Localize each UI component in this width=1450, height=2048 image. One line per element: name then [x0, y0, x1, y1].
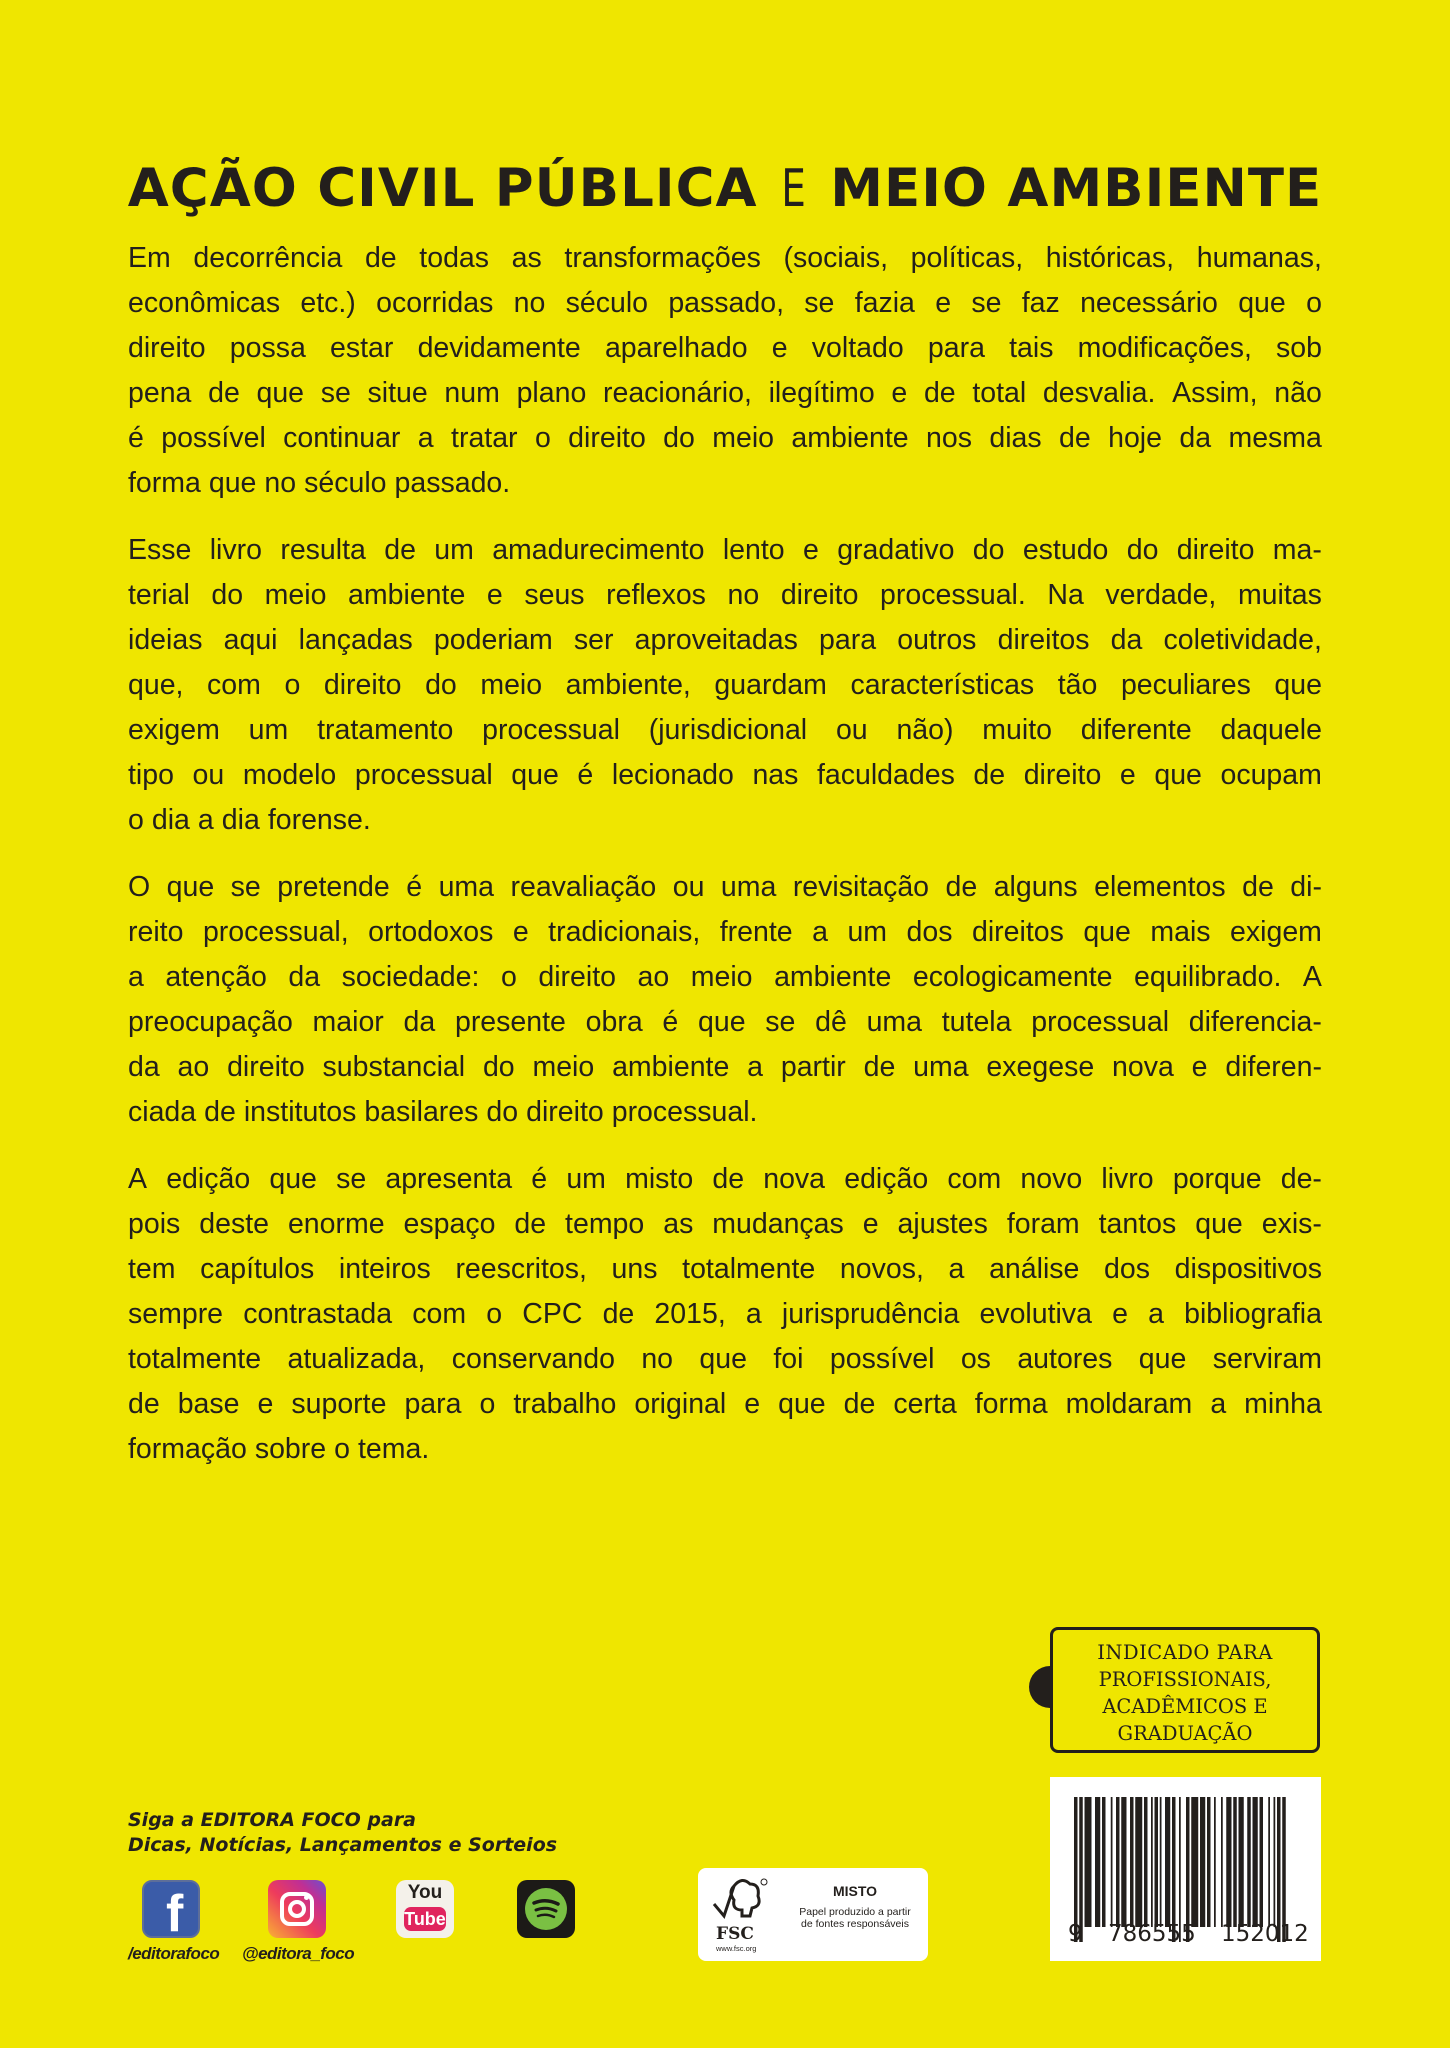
youtube-icon[interactable]	[396, 1880, 454, 1938]
facebook-icon[interactable]: f	[142, 1880, 200, 1938]
barcode-bar	[1121, 1797, 1126, 1927]
paragraph-line: tem capítulos inteiros reescritos, uns totalmente novos, a análise dos dispositivos	[128, 1253, 1322, 1285]
barcode-bar	[1085, 1797, 1092, 1927]
barcode-bar	[1253, 1797, 1258, 1927]
book-title	[0, 158, 1450, 219]
fsc-label: MISTO	[832, 1883, 878, 1899]
follow-publisher	[128, 1808, 557, 1858]
isbn-barcode	[1050, 1777, 1321, 1961]
fsc-url: www.fsc.org	[716, 1944, 757, 1953]
title-part-2: MEIO AMBIENTE	[830, 157, 1323, 219]
barcode-bar	[1214, 1797, 1216, 1927]
barcode-bar	[1239, 1797, 1244, 1927]
social-facebook[interactable]	[128, 1880, 220, 1964]
youtube-label-bottom: Tube	[404, 1909, 446, 1929]
paragraph-line: Esse livro resulta de um amadurecimento lento e gradativo do estudo do direito ma-	[128, 534, 1322, 566]
paragraph	[128, 236, 1322, 506]
badge-line: ACADÊMICOS E	[1102, 1695, 1268, 1718]
paragraph-line: de base e suporte para o trabalho original e que de certa forma moldaram a minha	[128, 1388, 1322, 1420]
barcode-bar	[1260, 1797, 1264, 1927]
paragraph	[128, 865, 1322, 1135]
follow-line-1: Siga a EDITORA FOCO para	[128, 1809, 417, 1831]
spotify-icon[interactable]	[517, 1880, 575, 1938]
badge-line: INDICADO PARA	[1097, 1641, 1273, 1664]
follow-line-2: Dicas, Notícias, Lançamentos e Sorteios	[128, 1834, 558, 1856]
barcode-group-2: 152012	[1221, 1921, 1309, 1947]
synopsis	[128, 236, 1322, 1494]
barcode-bar	[1165, 1797, 1170, 1927]
barcode-bar	[1268, 1797, 1270, 1927]
facebook-handle[interactable]: /editorafoco	[128, 1944, 220, 1963]
paragraph-line: o dia a dia forense.	[128, 804, 371, 836]
paragraph-line: formação sobre o tema.	[128, 1433, 430, 1465]
paragraph-line: A edição que se apresenta é um misto de nova edição com novo livro porque de-	[128, 1163, 1322, 1195]
youtube-label-top: You	[407, 1882, 443, 1903]
fsc-brand: FSC	[716, 1924, 754, 1944]
fsc-description-line-2: de fontes responsáveis	[801, 1918, 909, 1930]
paragraph-line: exigem um tratamento processual (jurisdicional ou não) muito diferente daquele	[128, 714, 1322, 746]
barcode-bar	[1130, 1797, 1134, 1927]
paragraph-line: pois deste enorme espaço de tempo as mudanças e ajustes foram tantos que exis-	[128, 1208, 1322, 1240]
social-instagram[interactable]	[242, 1880, 355, 1964]
social-spotify[interactable]	[517, 1880, 575, 1938]
fsc-tree-icon	[712, 1876, 772, 1926]
instagram-handle[interactable]: @editora_foco	[242, 1944, 355, 1963]
barcode-group-1: 786555	[1108, 1921, 1196, 1947]
paragraph-line: ideias aqui lançadas poderiam ser aproveitadas para outros direitos da coletividade,	[128, 624, 1322, 656]
instagram-icon[interactable]	[268, 1880, 326, 1938]
paragraph-line: Em decorrência de todas as transformações (sociais, políticas, históricas, humanas,	[128, 242, 1322, 274]
paragraph-line: totalmente atualizada, conservando no que foi possível os autores que serviram	[128, 1343, 1322, 1375]
paragraph-line: da ao direito substancial do meio ambiente a partir de uma exegese nova e diferen-	[128, 1051, 1322, 1083]
fsc-description	[788, 1906, 922, 1930]
barcode-bar	[1221, 1797, 1223, 1927]
paragraph-line: O que se pretende é uma reavaliação ou uma revisitação de alguns elementos de di-	[128, 871, 1322, 903]
barcode-bar	[1102, 1797, 1106, 1927]
paragraph-line: ciada de institutos basilares do direito processual.	[128, 1096, 758, 1128]
barcode-bar	[1247, 1797, 1251, 1927]
barcode-prefix: 9	[1068, 1921, 1083, 1947]
fsc-seal	[698, 1868, 928, 1961]
badge-line: PROFISSIONAIS,	[1098, 1668, 1272, 1691]
paragraph-line: preocupação maior da presente obra é que se dê uma tutela processual diferencia-	[128, 1006, 1322, 1038]
barcode-bar	[1160, 1797, 1162, 1927]
barcode-bar	[1207, 1797, 1211, 1927]
barcode-bar	[1095, 1797, 1100, 1927]
barcode-bar	[1274, 1797, 1276, 1927]
barcode-bar	[1144, 1797, 1148, 1927]
title-connector: E	[781, 158, 807, 219]
paragraph-line: pena de que se situe num plano reacionário, ilegítimo e de total desvalia. Assim, não	[128, 377, 1322, 409]
paragraph	[128, 1157, 1322, 1472]
audience-badge	[1050, 1627, 1320, 1753]
barcode-bar	[1233, 1797, 1237, 1927]
fsc-description-line-1: Papel produzido a partir	[799, 1906, 911, 1918]
paragraph-line: terial do meio ambiente e seus reflexos no direito processual. Na verdade, muitas	[128, 579, 1322, 611]
badge-line: GRADUAÇÃO	[1117, 1722, 1253, 1745]
paragraph-line: reito processual, ortodoxos e tradicionais, frente a um dos direitos que mais exigem	[128, 916, 1322, 948]
barcode-bar	[1151, 1797, 1153, 1927]
barcode-bar	[1111, 1797, 1113, 1927]
paragraph-line: é possível continuar a tratar o direito do meio ambiente nos dias de hoje da mesma	[128, 422, 1322, 454]
social-youtube[interactable]	[396, 1880, 454, 1938]
paragraph-line: sempre contrastada com o CPC de 2015, a jurisprudência evolutiva e a bibliografia	[128, 1298, 1322, 1330]
paragraph-line: que, com o direito do meio ambiente, guardam características tão peculiares que	[128, 669, 1322, 701]
paragraph-line: econômicas etc.) ocorridas no século passado, se fazia e se faz necessário que o	[128, 287, 1322, 319]
barcode-bar	[1155, 1797, 1159, 1927]
paragraph-line: forma que no século passado.	[128, 467, 511, 499]
paragraph	[128, 528, 1322, 843]
barcode-bar	[1200, 1797, 1205, 1927]
paragraph-line: direito possa estar devidamente aparelhado e voltado para tais modificações, sob	[128, 332, 1322, 364]
barcode-bar	[1116, 1797, 1120, 1927]
barcode-bar	[1226, 1797, 1231, 1927]
title-part-1: AÇÃO CIVIL PÚBLICA	[127, 157, 758, 219]
barcode-bar	[1191, 1797, 1198, 1927]
paragraph-line: tipo ou modelo processual que é lecionado nas faculdades de direito e que ocupam	[128, 759, 1322, 791]
paragraph-line: a atenção da sociedade: o direito ao meio ambiente ecologicamente equilibrado. A	[128, 961, 1322, 993]
barcode-bar	[1135, 1797, 1142, 1927]
